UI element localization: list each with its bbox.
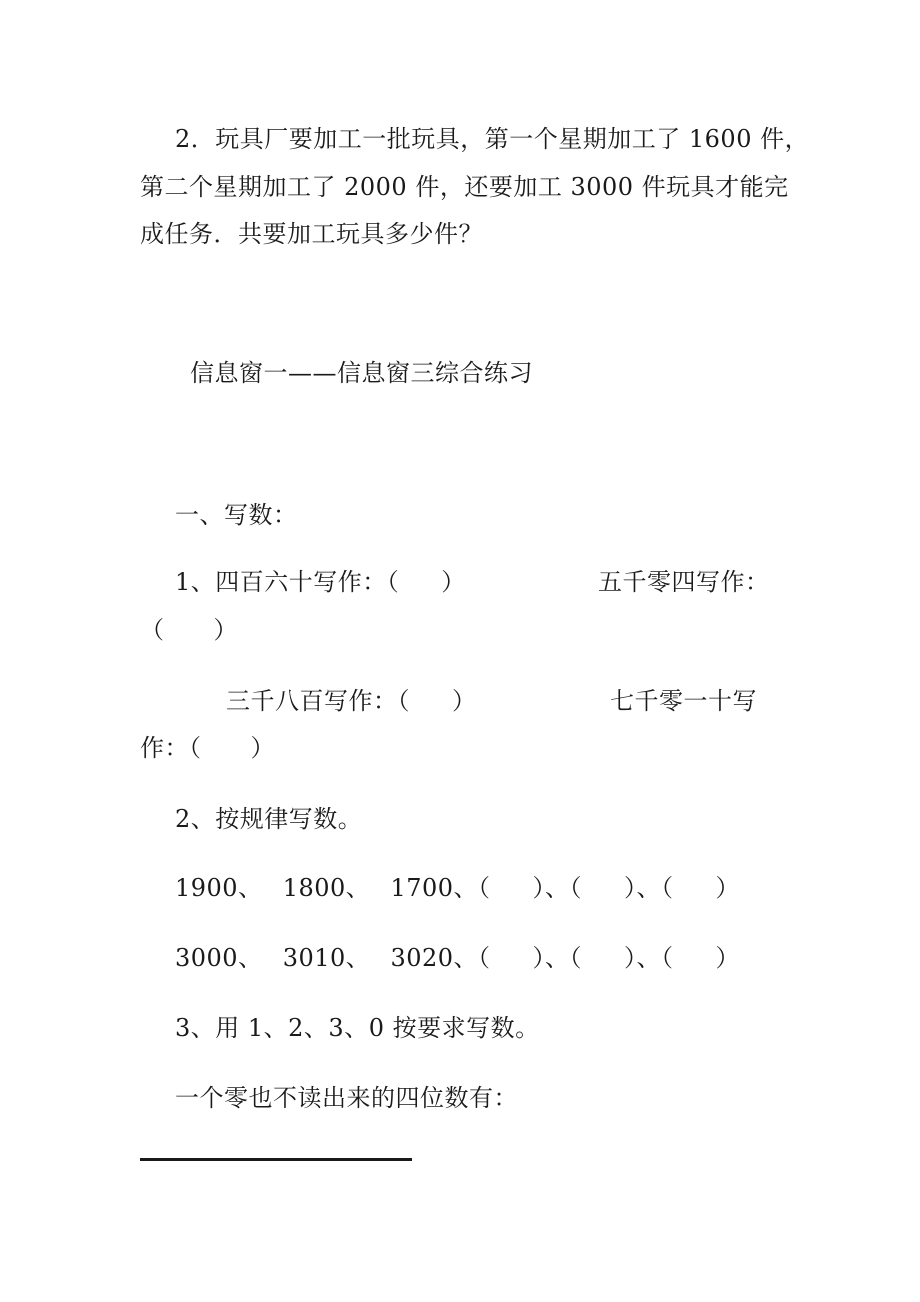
sequence-term: 1700、（ xyxy=(390,874,491,902)
problem-2-line-2: 第二个星期加工了 2000 件，还要加工 3000 件玩具才能完 xyxy=(140,173,789,201)
sequence-close: ） xyxy=(715,944,741,972)
q1-item-d-answer: 作：（ ） xyxy=(140,734,275,762)
q2-heading: 2、按规律写数。 xyxy=(175,805,363,833)
q1-item-d-label: 七千零一十写 xyxy=(610,687,757,715)
sequence-separator: ）、（ xyxy=(532,874,583,902)
q1-item-c xyxy=(226,686,477,716)
section-title: 信息窗一——信息窗三综合练习 xyxy=(190,359,533,387)
sequence-close: ） xyxy=(715,874,741,902)
sequence-separator: ）、（ xyxy=(624,874,674,902)
part-1-heading: 一、写数： xyxy=(175,501,298,529)
q1-item-c-label: 三千八百写作：（ xyxy=(226,687,410,715)
sequence-term: 3000、 xyxy=(175,944,263,972)
q1-item-a-label: 1、四百六十写作：（ xyxy=(175,568,400,596)
q2-sequence-row-1 xyxy=(175,873,740,903)
q1-item-b-label: 五千零四写作： xyxy=(598,568,770,596)
sequence-separator: ）、（ xyxy=(532,944,583,972)
q3-heading: 3、用 1、2、3、0 按要求写数。 xyxy=(175,1014,540,1042)
sequence-term: 3010、 xyxy=(282,944,371,972)
problem-2-line-1: 2．玩具厂要加工一批玩具，第一个星期加工了 1600 件， xyxy=(175,125,810,153)
answer-underline xyxy=(140,1158,412,1161)
sequence-term: 1800、 xyxy=(282,874,371,902)
sequence-separator: ）、（ xyxy=(624,944,674,972)
q1-item-a-close: ） xyxy=(441,568,466,596)
q3-subquestion-1: 一个零也不读出来的四位数有： xyxy=(175,1084,518,1112)
q1-item-b-answer: （ ） xyxy=(140,616,238,644)
sequence-term: 3020、（ xyxy=(390,944,491,972)
q2-sequence-row-2 xyxy=(175,943,740,973)
sequence-term: 1900、 xyxy=(175,874,263,902)
q1-item-a xyxy=(175,567,466,597)
q1-item-c-close: ） xyxy=(452,687,477,715)
problem-2-line-3: 成任务．共要加工玩具多少件？ xyxy=(140,220,483,248)
